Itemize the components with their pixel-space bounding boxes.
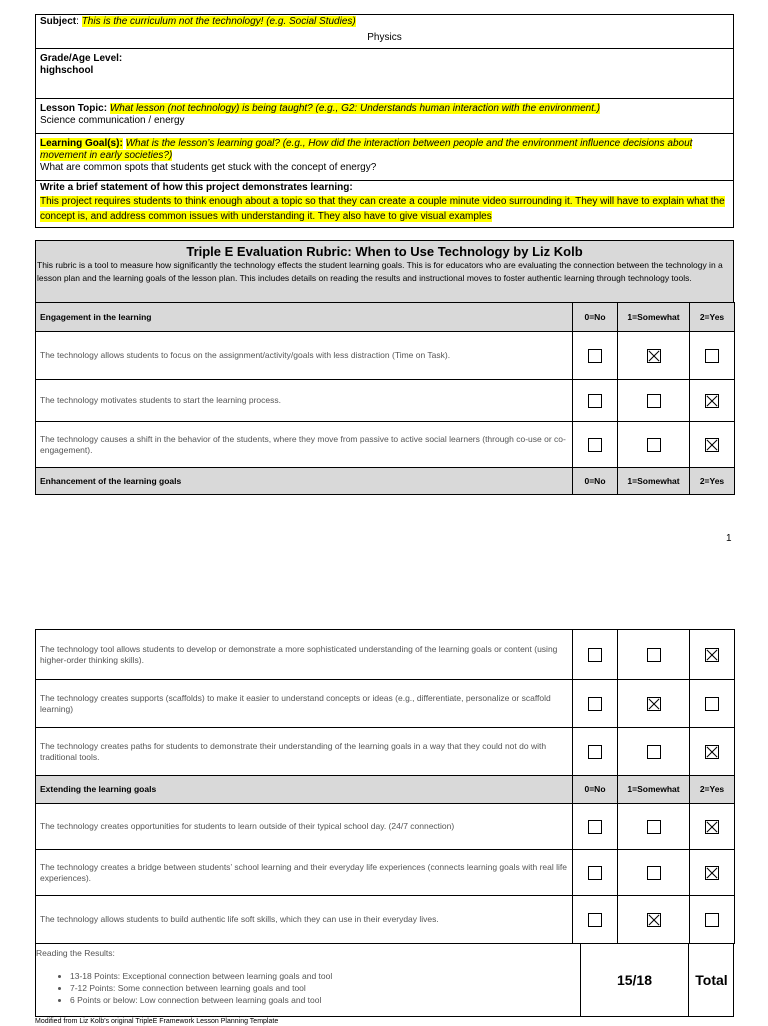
subject-label: Subject [40,16,77,27]
score-cell-no [573,896,618,944]
grade-row [36,49,733,99]
criterion-text: The technology creates a bridge between students’ school learning and their everyday life experiences (connects learning goals with real life experiences). [36,850,573,896]
checkbox-yes[interactable] [705,648,719,662]
checkbox-no[interactable] [588,648,602,662]
score-cell-yes [690,332,735,380]
topic-hint: What lesson (not technology) is being taught? (e.g., G2: Understands human interaction with the environment.) [109,103,601,114]
goal-label: Learning Goal(s): [40,138,123,149]
col-somewhat-label: 1=Somewhat [618,303,690,332]
goal-row [36,134,733,181]
score-cell-no [573,332,618,380]
total-label: Total [695,972,728,988]
checkbox-yes[interactable] [705,349,719,363]
checkbox-yes[interactable] [705,438,719,452]
score-cell-yes [690,680,735,728]
rubric-table-page2 [35,629,735,944]
score-cell-somewhat [618,380,690,422]
col-no-label: 0=No [573,303,618,332]
checkbox-no[interactable] [588,866,602,880]
col-no-label: 0=No [573,776,618,804]
criterion-row [36,728,735,776]
col-yes-label: 2=Yes [690,776,735,804]
criterion-row [36,380,735,422]
score-cell-yes [690,804,735,850]
score-cell-somewhat [618,728,690,776]
checkbox-somewhat[interactable] [647,648,661,662]
statement-label: Write a brief statement of how this project demonstrates learning: [40,182,353,193]
page-number: 1 [726,533,732,544]
score-cell-no [573,380,618,422]
col-somewhat-label: 1=Somewhat [618,468,690,495]
checkbox-no[interactable] [588,745,602,759]
score-cell-yes [690,630,735,680]
criterion-text: The technology creates supports (scaffolds) to make it easier to understand concepts or ideas (e.g., differentiate, personalize or scaffold learning) [36,680,573,728]
score-cell [581,944,689,1016]
criterion-row [36,422,735,468]
score-cell-no [573,680,618,728]
score-cell-yes [690,380,735,422]
score-cell-somewhat [618,680,690,728]
criterion-row [36,804,735,850]
score-cell-no [573,630,618,680]
rubric-title-block [35,240,734,303]
checkbox-somewhat[interactable] [647,820,661,834]
results-bullet: • 7-12 Points: Some connection between learning goals and tool [70,982,580,994]
checkbox-somewhat[interactable] [647,394,661,408]
score-cell-yes [690,850,735,896]
grade-label: Grade/Age Level: [40,53,123,64]
goal-value: What are common spots that students get stuck with the concept of energy? [40,162,377,173]
subject-value: Physics [367,32,402,43]
subject-row: Subject: This is the curriculum not the technology! (e.g. Social Studies) Physics [36,15,733,49]
checkbox-somewhat[interactable] [647,697,661,711]
criterion-row [36,850,735,896]
checkbox-yes[interactable] [705,820,719,834]
section-header-row [36,468,735,495]
subject-hint: This is the curriculum not the technology! (e.g. Social Studies) [81,16,356,27]
criterion-text: The technology creates paths for students to demonstrate their understanding of the learning goals in a way that they could not do with traditional tools. [36,728,573,776]
score-cell-no [573,804,618,850]
col-somewhat-label: 1=Somewhat [618,776,690,804]
checkbox-yes[interactable] [705,745,719,759]
criterion-text: The technology motivates students to start the learning process. [36,380,573,422]
total-cell [689,944,734,1016]
score-cell-no [573,728,618,776]
goal-hint: What is the lesson’s learning goal? (e.g., How did the interaction between people and the environment influence decisions about movement in early societies?) [40,138,693,161]
section-header-row [36,303,735,332]
checkbox-no[interactable] [588,913,602,927]
results-block [35,944,734,1017]
score-cell-somewhat [618,804,690,850]
checkbox-no[interactable] [588,820,602,834]
rubric-intro: This rubric is a tool to measure how significantly the technology effects the student learning goals. This is for educators who are evaluating the connection between the technology in a lesson plan and the learning goals of the lesson plan. This includes details on reading the results and instructional moves to foster authentic learning through technology tools. [37,260,723,283]
section-header-row [36,776,735,804]
score-cell-somewhat [618,422,690,468]
checkbox-somewhat[interactable] [647,866,661,880]
score-value: 15/18 [616,972,653,988]
criterion-text: The technology allows students to focus on the assignment/activity/goals with less distraction (Time on Task). [36,332,573,380]
section-heading: Extending the learning goals [36,776,573,804]
checkbox-no[interactable] [588,438,602,452]
results-text-cell [36,944,581,1016]
checkbox-somewhat[interactable] [647,913,661,927]
checkbox-yes[interactable] [705,394,719,408]
checkbox-no[interactable] [588,697,602,711]
footer-note: Modified from Liz Kolb's original TripleE Framework Lesson Planning Template [35,1018,279,1025]
col-yes-label: 2=Yes [690,303,735,332]
statement-value: This project requires students to think enough about a topic so that they can create a couple minute video surrounding it. They will have to explain what the concept is, and address common issues with understanding it. They also have to give visual examples [40,196,725,222]
lesson-info-box [35,14,734,228]
criterion-text: The technology allows students to build authentic life soft skills, which they can use in their everyday lives. [36,896,573,944]
results-bullet: • 13-18 Points: Exceptional connection between learning goals and tool [70,970,580,982]
criterion-text: The technology tool allows students to develop or demonstrate a more sophisticated understanding of the learning goals or content (using higher-order thinking skills). [36,630,573,680]
topic-row [36,99,733,134]
criterion-text: The technology causes a shift in the behavior of the students, where they move from passive to active social learners (through co-use or co-engagement). [36,422,573,468]
checkbox-somewhat[interactable] [647,349,661,363]
checkbox-no[interactable] [588,394,602,408]
col-yes-label: 2=Yes [690,468,735,495]
topic-label: Lesson Topic: [40,103,108,114]
rubric-title: Triple E Evaluation Rubric: When to Use Technology by Liz Kolb [186,244,583,259]
criterion-row [36,680,735,728]
results-heading: Reading the Results: [36,948,115,958]
criterion-row [36,630,735,680]
checkbox-somewhat[interactable] [647,438,661,452]
grade-value: highschool [40,65,94,76]
section-heading: Enhancement of the learning goals [36,468,573,495]
score-cell-yes [690,728,735,776]
score-cell-no [573,422,618,468]
checkbox-yes[interactable] [705,913,719,927]
checkbox-no[interactable] [588,349,602,363]
col-no-label: 0=No [573,468,618,495]
results-list [36,970,580,1006]
score-cell-somewhat [618,896,690,944]
topic-value: Science communication / energy [40,115,185,126]
results-bullet: • 6 Points or below: Low connection between learning goals and tool [70,994,580,1006]
section-heading: Engagement in the learning [36,303,573,332]
checkbox-yes[interactable] [705,697,719,711]
score-cell-yes [690,422,735,468]
criterion-text: The technology creates opportunities for students to learn outside of their typical school day. (24/7 connection) [36,804,573,850]
checkbox-yes[interactable] [705,866,719,880]
rubric-table-page1 [35,302,735,495]
criterion-row [36,332,735,380]
checkbox-somewhat[interactable] [647,745,661,759]
score-cell-yes [690,896,735,944]
statement-row [36,181,733,229]
score-cell-somewhat [618,630,690,680]
score-cell-somewhat [618,850,690,896]
score-cell-no [573,850,618,896]
score-cell-somewhat [618,332,690,380]
criterion-row [36,896,735,944]
